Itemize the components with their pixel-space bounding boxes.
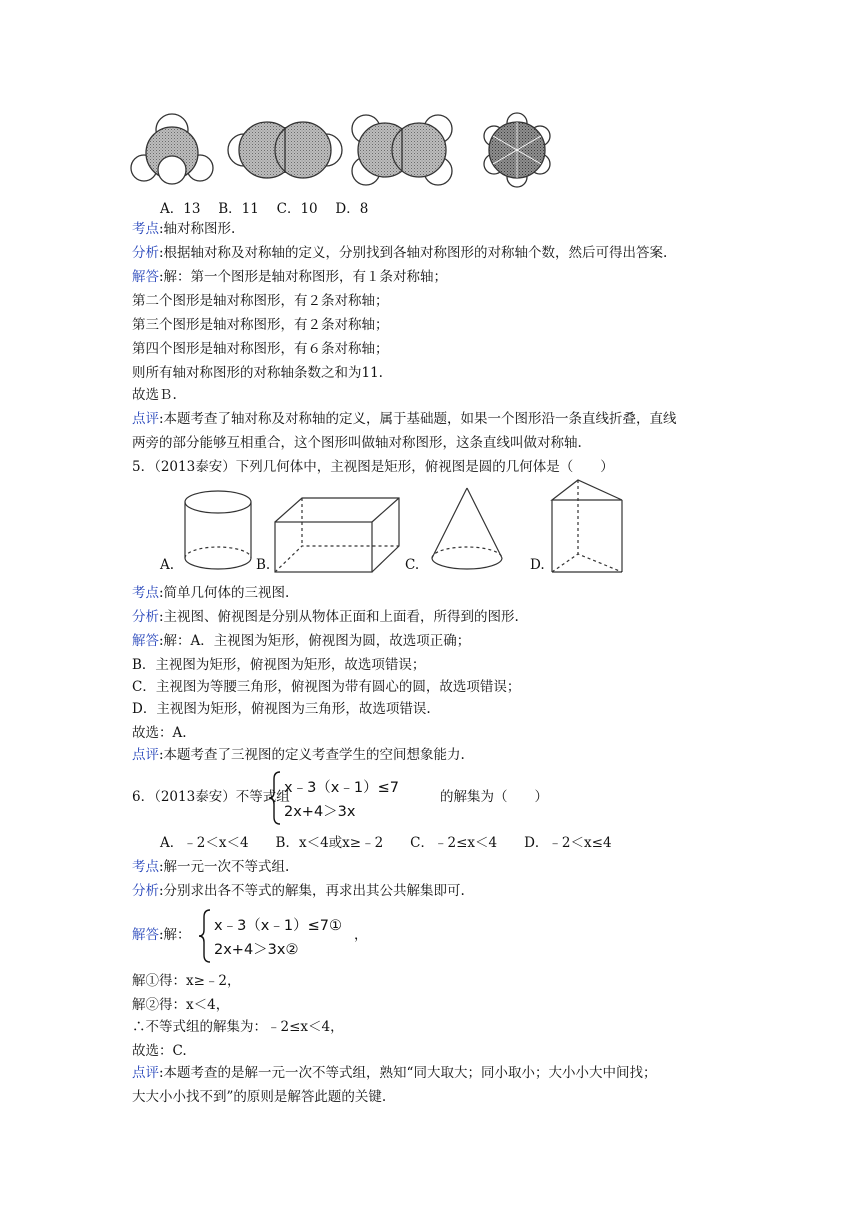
q6-jieda-line: ∴不等式组的解集为：﹣2≤x＜4，: [132, 1019, 344, 1035]
q5-kaodian: 考点:简单几何体的三视图.: [132, 585, 290, 601]
q6-jieda-line: 解①得：x≥﹣2，: [132, 973, 241, 989]
option-b-label: B.: [256, 557, 271, 573]
q4-fenxi: 分析:根据轴对称及对称轴的定义，分别找到各轴对称图形的对称轴个数，然后可得出答案.: [132, 245, 668, 261]
q6-dianping-line: 大大小小找不到”的原则是解答此题的关键.: [132, 1089, 387, 1105]
q5-dianping: 点评:本题考查了三视图的定义考查学生的空间想象能力.: [132, 747, 465, 763]
q5-jieda-line: D．主视图为矩形，俯视图为三角形，故选项错误.: [132, 701, 431, 717]
q6-jieda-suffix: ，: [354, 927, 368, 943]
left-brace-icon: [268, 770, 282, 826]
cylinder-figure: [185, 491, 251, 569]
kaodian-label: 考点: [132, 585, 159, 601]
fenxi-label: 分析: [132, 609, 159, 625]
q5-figures: [0, 470, 865, 590]
jieda-label: 解答: [132, 927, 159, 943]
q6-jieda-system: x﹣3（x﹣1）≤7① 2x+4＞3x②: [198, 908, 358, 964]
q6-options: A．﹣2＜x＜4 B．x＜4或x≥﹣2 C．﹣2≤x＜4 D．﹣2＜x≤4: [160, 835, 612, 851]
q6-inequality-system: x﹣3（x﹣1）≤7 2x+4＞3x: [268, 770, 448, 826]
figure-3: [352, 115, 452, 185]
q5-fenxi: 分析:主视图、俯视图是分别从物体正面和上面看，所得到的图形.: [132, 609, 519, 625]
q4-options: A．13 B．11 C．10 D．8: [160, 201, 369, 217]
left-brace-icon: [198, 908, 212, 964]
q6-fenxi: 分析:分别求出各不等式的解集，再求出其公共解集即可.: [132, 883, 465, 899]
q4-jieda-line: 第三个图形是轴对称图形，有２条对称轴；: [132, 317, 389, 333]
jieda-label: 解答: [132, 269, 159, 285]
figure-4: [484, 113, 550, 187]
q4-jieda-line: 第二个图形是轴对称图形，有２条对称轴；: [132, 293, 389, 309]
kaodian-label: 考点: [132, 221, 159, 237]
option-a-label: A.: [160, 557, 175, 573]
q5-jieda-line: 故选：A.: [132, 725, 187, 741]
q6-jieda-line: 故选：C.: [132, 1043, 187, 1059]
dianping-label: 点评: [132, 747, 159, 763]
cuboid-figure: [275, 498, 399, 572]
q6-jieda-line: 解②得：x＜4，: [132, 997, 230, 1013]
figure-2: [228, 122, 342, 178]
q4-kaodian: 考点:轴对称图形.: [132, 221, 236, 237]
option-c-label: C.: [405, 557, 420, 573]
q6-stem-suffix: 的解集为（ ）: [440, 789, 548, 805]
q6-stem-prefix: 6．（2013泰安）不等式组: [132, 789, 290, 805]
q4-dianping: 点评:本题考查了轴对称及对称轴的定义，属于基础题，如果一个图形沿一条直线折叠，直线: [132, 411, 677, 427]
dianping-label: 点评: [132, 1065, 159, 1081]
q4-jieda-line: 第四个图形是轴对称图形，有６条对称轴；: [132, 341, 389, 357]
q4-jieda: 解答:解：第一个图形是轴对称图形，有１条对称轴；: [132, 269, 448, 285]
fenxi-label: 分析: [132, 245, 159, 261]
kaodian-label: 考点: [132, 859, 159, 875]
q4-jieda-line: 故选Ｂ.: [132, 387, 177, 403]
option-d-label: D.: [530, 557, 545, 573]
dianping-label: 点评: [132, 411, 159, 427]
q5-stem: 5．（2013泰安）下列几何体中，主视图是矩形，俯视图是圆的几何体是（ ）: [132, 459, 614, 475]
q4-figures: [0, 0, 865, 200]
q6-dianping: 点评:本题考查的是解一元一次不等式组，熟知“同大取大；同小取小；大小小大中间找；: [132, 1065, 657, 1081]
q4-jieda-line: 则所有轴对称图形的对称轴条数之和为11.: [132, 365, 383, 381]
q5-jieda-line: C．主视图为等腰三角形，俯视图为带有圆心的圆，故选项错误；: [132, 679, 521, 695]
cone-figure: [432, 488, 502, 569]
figure-1: [131, 114, 213, 184]
q6-jieda: 解答:解：: [132, 927, 191, 943]
q6-kaodian: 考点:解一元一次不等式组.: [132, 859, 290, 875]
q5-jieda-line: B．主视图为矩形，俯视图为矩形，故选项错误；: [132, 657, 426, 673]
prism-figure: [552, 480, 622, 572]
q4-dianping-line: 两旁的部分能够互相重合，这个图形叫做轴对称图形，这条直线叫做对称轴.: [132, 435, 582, 451]
fenxi-label: 分析: [132, 883, 159, 899]
q5-jieda: 解答:解：A．主视图为矩形，俯视图为圆，故选项正确；: [132, 633, 471, 649]
jieda-label: 解答: [132, 633, 159, 649]
